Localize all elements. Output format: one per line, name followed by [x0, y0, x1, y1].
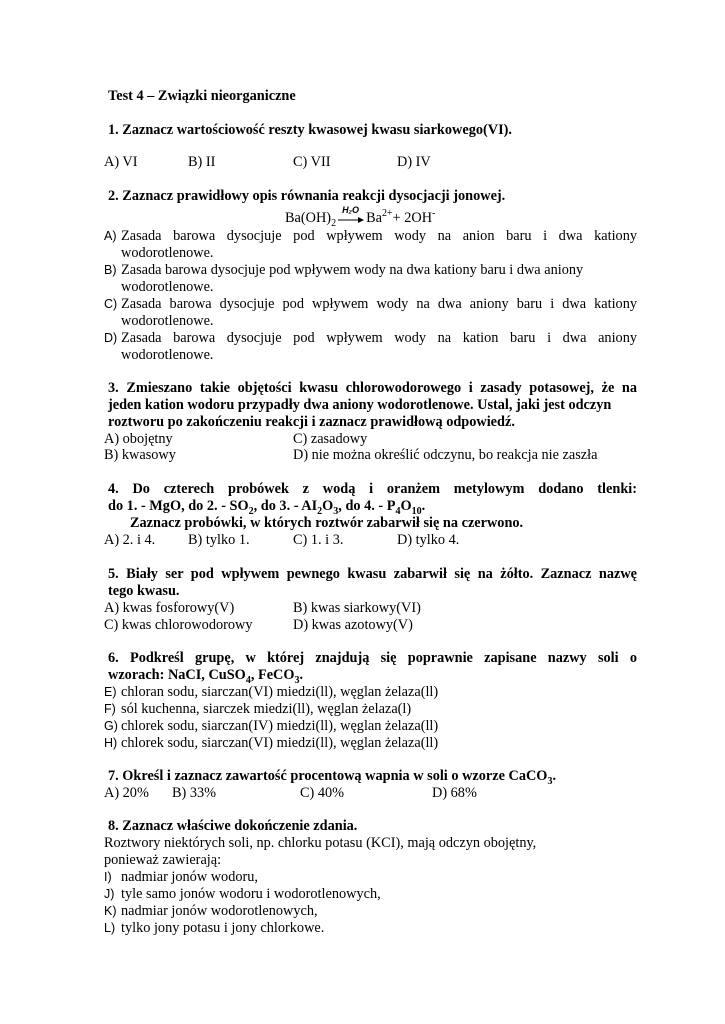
q6-question-line2: wzorach: NaCI, CuSO$_4$, FeCO$_3$. [108, 667, 304, 686]
q3-question-line2: jeden kation wodoru przypadły dwa aniony wodorotlenowe. Ustal, jaki jest odczyn [108, 397, 612, 413]
q3-question-line3: roztworu po zakończeniu reakcji i zaznacz prawidłową odpowiedź. [108, 414, 515, 430]
q2-equation: $Ba(OH)_2$ H₂O $Ba^{2+}+ 2OH^-$ [285, 204, 436, 229]
q4-question-line3: Zaznacz probówki, w których roztwór zabarwił się na czerwono. [130, 515, 524, 531]
q8-question: 8. Zaznacz właściwe dokończenie zdania. [108, 818, 358, 834]
q5-answer-c[interactable]: C) kwas chlorowodorowy [104, 617, 253, 633]
q5-question-line1: 5. Biały ser pod wpływem pewnego kwasu zabarwił się na żółto. Zaznacz nazwę [108, 566, 637, 582]
q3-answer-c[interactable]: C) zasadowy [293, 431, 368, 447]
q1-answer-c[interactable]: C) VII [293, 154, 331, 170]
q8-stem-line1: Roztwory niektórych soli, np. chlorku potasu (KCI), mają odczyn obojętny, [104, 835, 537, 851]
q4-answer-b[interactable]: B) tylko 1. [188, 532, 250, 548]
q5-answer-b[interactable]: B) kwas siarkowy(VI) [293, 600, 421, 616]
q5-answer-d[interactable]: D) kwas azotowy(V) [293, 617, 413, 633]
q2-question: 2. Zaznacz prawidłowy opis równania reakcji dysocjacji jonowej. [108, 188, 506, 204]
q3-question-line1: 3. Zmieszano takie objętości kwasu chlorowodorowego i zasady potasowej, że na [108, 380, 637, 396]
q7-answer-c[interactable]: C) 40% [300, 785, 345, 801]
q8-stem-line2: ponieważ zawierają: [104, 852, 222, 868]
page-title: Test 4 – Związki nieorganiczne [108, 88, 296, 104]
q2-option-a[interactable]: A) Zasada barowa dysocjuje pod wpływem wody na anion baru i dwa kationy [104, 228, 637, 244]
q5-answer-a[interactable]: A) kwas fosforowy(V) [104, 600, 235, 616]
q4-answer-c[interactable]: C) 1. i 3. [293, 532, 344, 548]
q8-option-k[interactable]: K) nadmiar jonów wodorotlenowych, [104, 903, 318, 919]
q2-option-c-cont: wodorotlenowe. [121, 313, 214, 329]
q6-option-h[interactable]: H) chlorek sodu, siarczan(VI) miedzi(ll), węglan żelaza(ll) [104, 735, 439, 751]
q8-option-l[interactable]: L) tylko jony potasu i jony chlorkowe. [104, 920, 325, 936]
q1-answer-d[interactable]: D) IV [397, 154, 431, 170]
q6-option-f[interactable]: F) sól kuchenna, siarczek miedzi(ll), węglan żelaza(l) [104, 701, 412, 717]
q3-answer-a[interactable]: A) obojętny [104, 431, 173, 447]
q4-question-line1: 4. Do czterech probówek z wodą i oranżem metylowym dodano tlenki: [108, 481, 637, 497]
q6-question-line1: 6. Podkreśl grupę, w której znajdują się poprawnie zapisane nazwy soli o [108, 650, 637, 666]
q2-option-b-cont: wodorotlenowe. [121, 279, 214, 295]
q2-option-c[interactable]: C) Zasada barowa dysocjuje pod wpływem wody na dwa aniony baru i dwa kationy [104, 296, 637, 312]
q3-answer-b[interactable]: B) kwasowy [104, 447, 176, 463]
q4-question-line2: do 1. - MgO, do 2. - $SO_2$, do 3. - $AI_2O_3$, do 4. - $P_4O_{10}$. [108, 498, 426, 517]
q2-option-b[interactable]: B) Zasada barowa dysocjuje pod wpływem wody na dwa kationy baru i dwa aniony [104, 262, 584, 278]
q7-answer-b[interactable]: B) 33% [172, 785, 217, 801]
q2-option-d[interactable]: D) Zasada barowa dysocjuje pod wpływem wody na kation baru i dwa aniony [104, 330, 637, 346]
q7-question: 7. Określ i zaznacz zawartość procentową wapnia w soli o wzorze CaCO$_3$. [108, 768, 557, 787]
q6-option-g[interactable]: G) chlorek sodu, siarczan(IV) miedzi(ll), węglan żelaza(ll) [104, 718, 439, 734]
q3-answer-d[interactable]: D) nie można określić odczynu, bo reakcja nie zaszła [293, 447, 598, 463]
q8-option-j[interactable]: J) tyle samo jonów wodoru i wodorotlenowych, [104, 886, 381, 902]
q1-answer-b[interactable]: B) II [188, 154, 216, 170]
q7-answer-a[interactable]: A) 20% [104, 785, 149, 801]
arrow-right-icon [337, 213, 365, 225]
q4-answer-a[interactable]: A) 2. i 4. [104, 532, 156, 548]
q1-question: 1. Zaznacz wartościowość reszty kwasowej kwasu siarkowego(VI). [108, 122, 512, 138]
q4-answer-d[interactable]: D) tylko 4. [397, 532, 460, 548]
q8-option-i[interactable]: I) nadmiar jonów wodoru, [104, 869, 258, 885]
q6-option-e[interactable]: E) chloran sodu, siarczan(VI) miedzi(ll), węglan żelaza(ll) [104, 684, 439, 700]
q7-answer-d[interactable]: D) 68% [432, 785, 477, 801]
q2-option-a-cont: wodorotlenowe. [121, 245, 214, 261]
q1-answer-a[interactable]: A) VI [104, 154, 138, 170]
reaction-arrow: H₂O [337, 213, 365, 225]
q2-option-d-cont: wodorotlenowe. [121, 347, 214, 363]
q5-question-line2: tego kwasu. [108, 583, 180, 599]
